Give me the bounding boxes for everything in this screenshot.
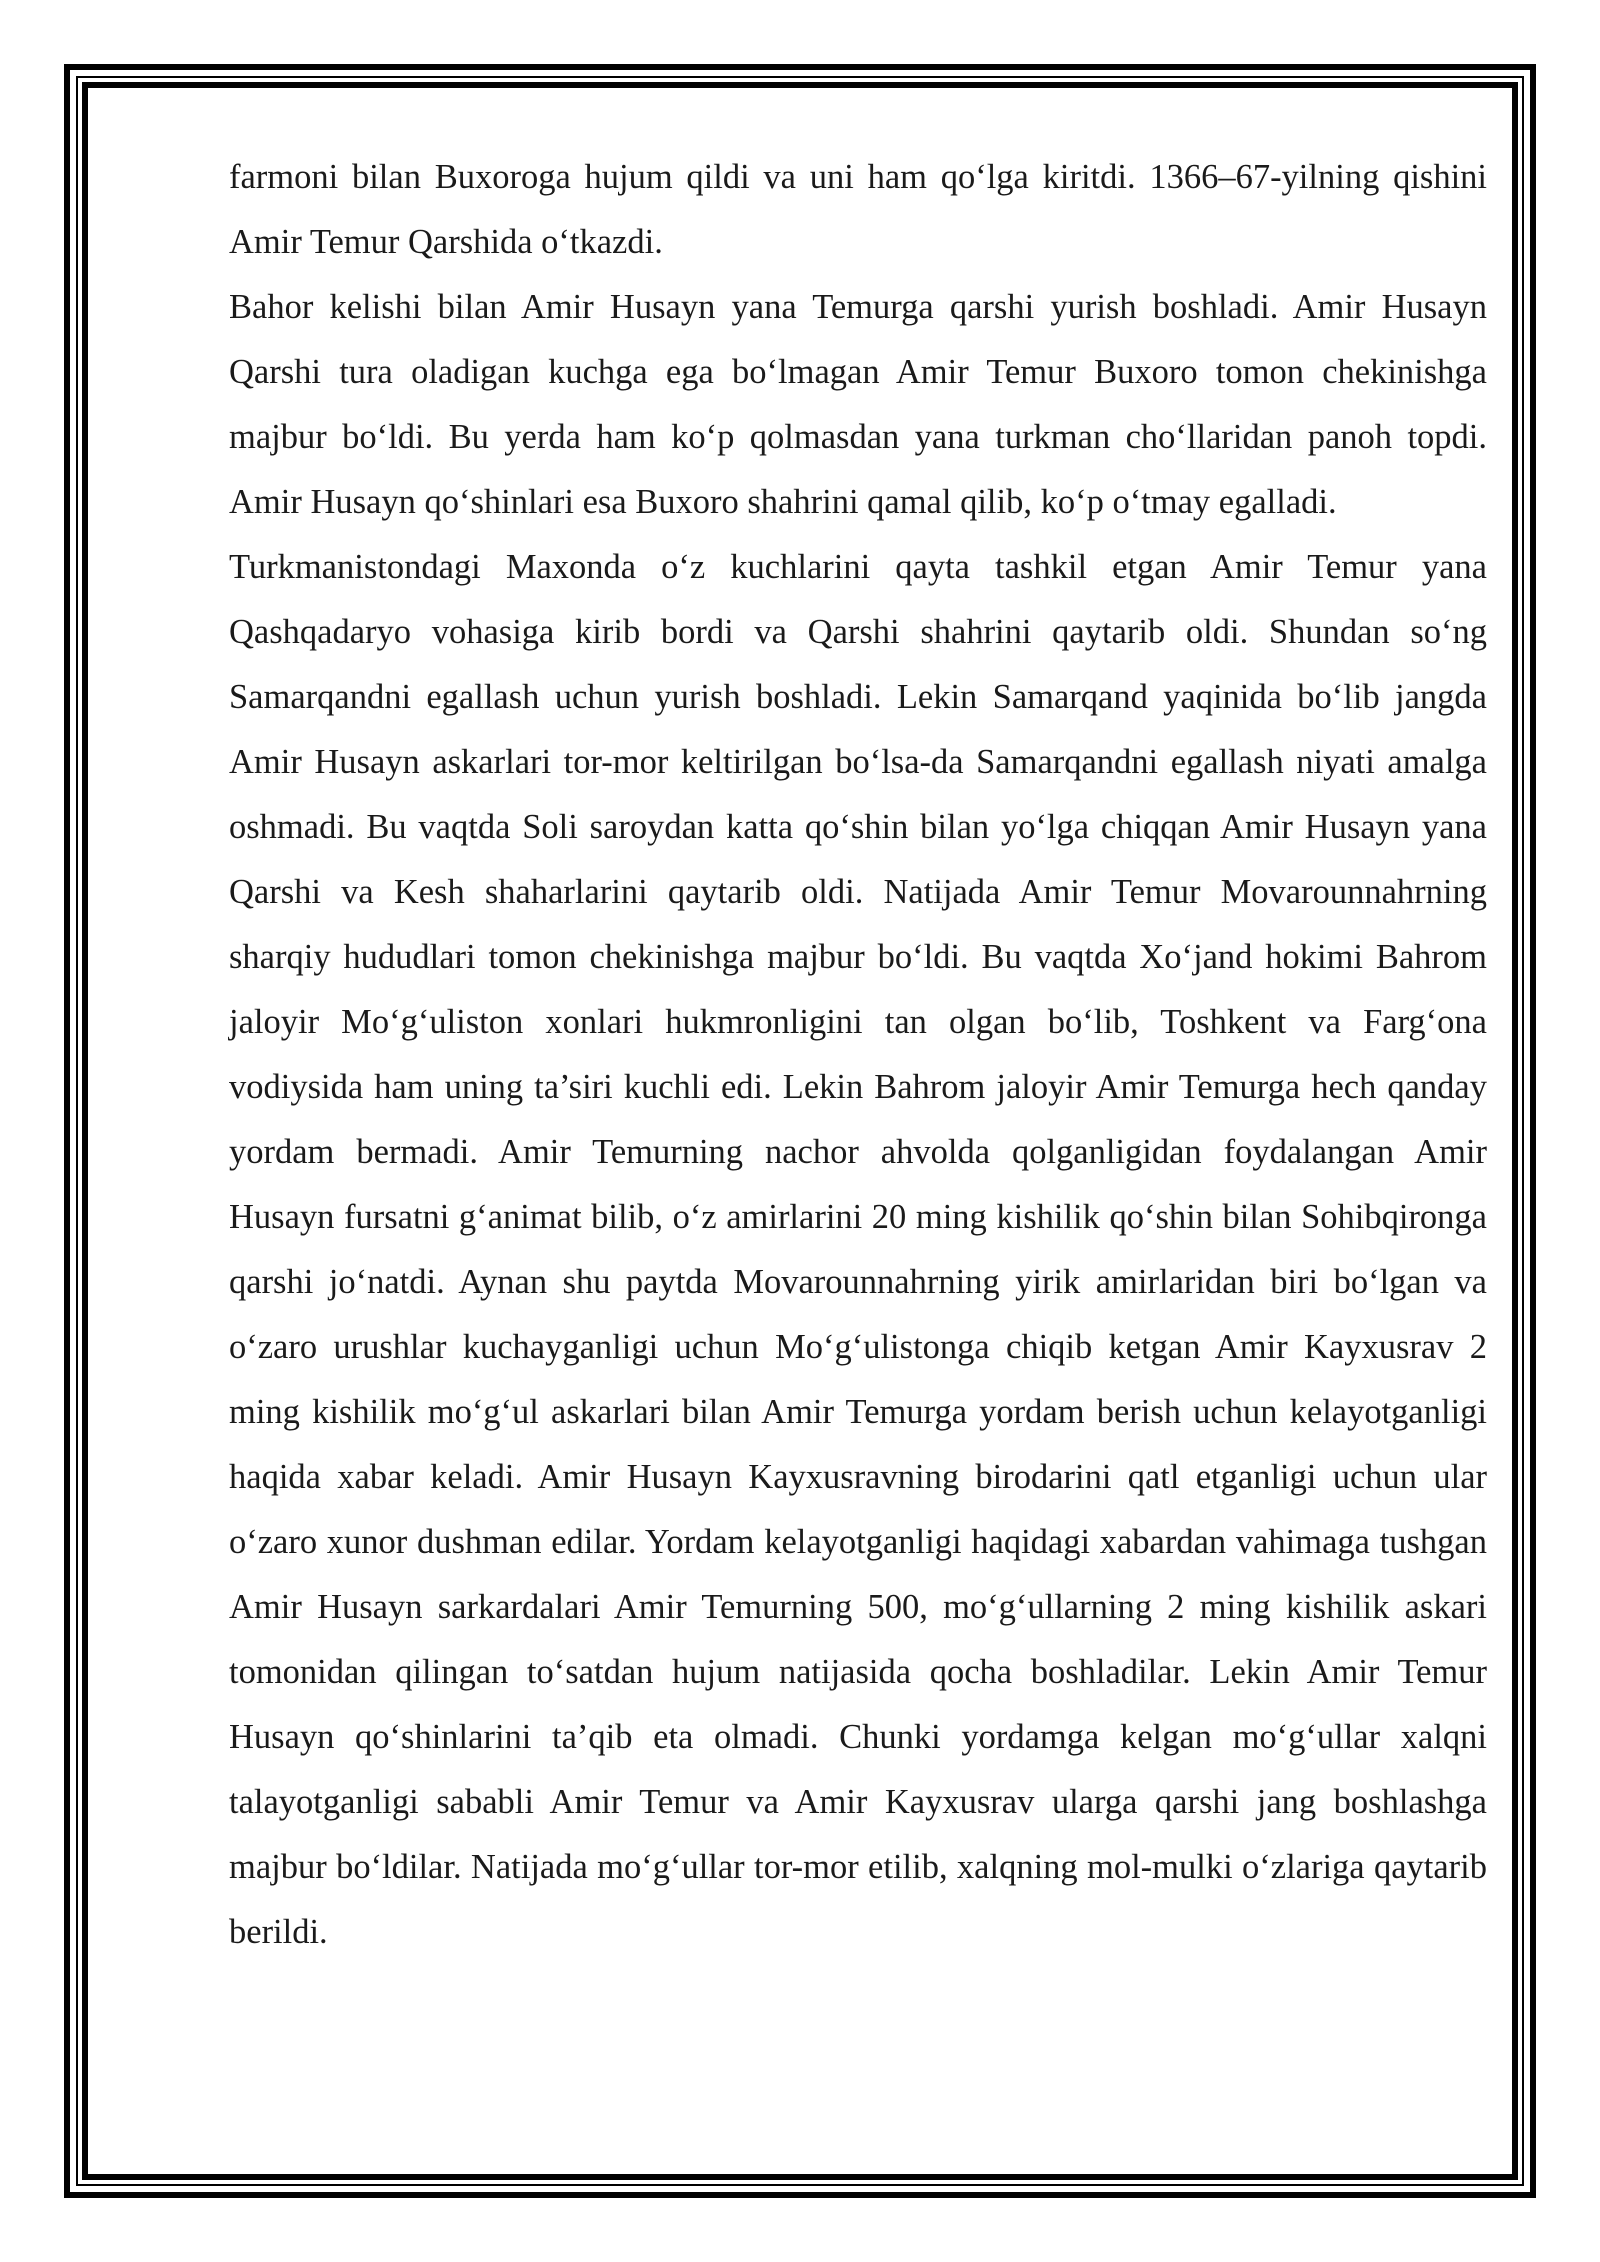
document-body bbox=[229, 145, 1487, 1965]
paragraph-2: Bahor kelishi bilan Amir Husayn yana Temurga qarshi yurish boshladi. Amir Husayn Qarshi tura oladigan kuchga ega boʻlmagan Amir Temur Buxoro tomon chekinishga majbur boʻldi. Bu yerda ham koʻp qolmasdan yana turkman choʻllaridan panoh topdi. Amir Husayn qoʻshinlari esa Buxoro shahrini qamal qilib, koʻp oʻtmay egalladi. bbox=[229, 288, 1487, 521]
paragraph-3: Turkmanistondagi Maxonda oʻz kuchlarini qayta tashkil etgan Amir Temur yana Qashqadaryo vohasiga kirib bordi va Qarshi shahrini qaytarib oldi. Shundan soʻng Samarqandni egallash uchun yurish boshladi. Lekin Samarqand yaqinida boʻlib jangda Amir Husayn askarlari tor-mor keltirilgan boʻlsa-da Samarqandni egallash niyati amalga oshmadi. Bu vaqtda Soli saroydan katta qoʻshin bilan yoʻlga chiqqan Amir Husayn yana Qarshi va Kesh shaharlarini qaytarib oldi. Natijada Amir Temur Movarounnahrning sharqiy hududlari tomon chekinishga majbur boʻldi. Bu vaqtda Xoʻjand hokimi Bahrom jaloyir Moʻgʻuliston xonlari hukmronligini tan olgan boʻlib, Toshkent va Fargʻona vodiysida ham uning ta’siri kuchli edi. Lekin Bahrom jaloyir Amir Temurga hech qanday yordam bermadi. Amir Temurning nachor ahvolda qolganligidan foydalangan Amir Husayn fursatni gʻanimat bilib, oʻz amirlarini 20 ming kishilik qoʻshin bilan Sohibqironga qarshi joʻnatdi. Aynan shu paytda Movarounnahrning yirik amirlaridan biri boʻlgan va oʻzaro urushlar kuchayganligi uchun Moʻgʻulistonga chiqib ketgan Amir Kayxusrav 2 ming kishilik moʻgʻul askarlari bilan Amir Temurga yordam berish uchun kelayotganligi haqida xabar keladi. Amir Husayn Kayxusravning birodarini qatl etganligi uchun ular oʻzaro xunor dushman edilar. Yordam kelayotganligi haqidagi xabardan vahimaga tushgan Amir Husayn sarkardalari Amir Temurning 500, moʻgʻullarning 2 ming kishilik askari tomonidan qilingan toʻsatdan hujum natijasida qocha boshladilar. Lekin Amir Temur Husayn qoʻshinlarini ta’qib eta olmadi. Chunki yordamga kelgan moʻgʻullar xalqni talayotganligi sababli Amir Temur va Amir Kayxusrav ularga qarshi jang boshlashga majbur boʻldilar. Natijada moʻgʻullar tor-mor etilib, xalqning mol-mulki oʻzlariga qaytarib berildi. bbox=[229, 548, 1487, 1951]
paragraph-1: farmoni bilan Buxoroga hujum qildi va uni ham qoʻlga kiritdi. 1366–67-yilning qishini Amir Temur Qarshida oʻtkazdi. bbox=[229, 158, 1487, 261]
